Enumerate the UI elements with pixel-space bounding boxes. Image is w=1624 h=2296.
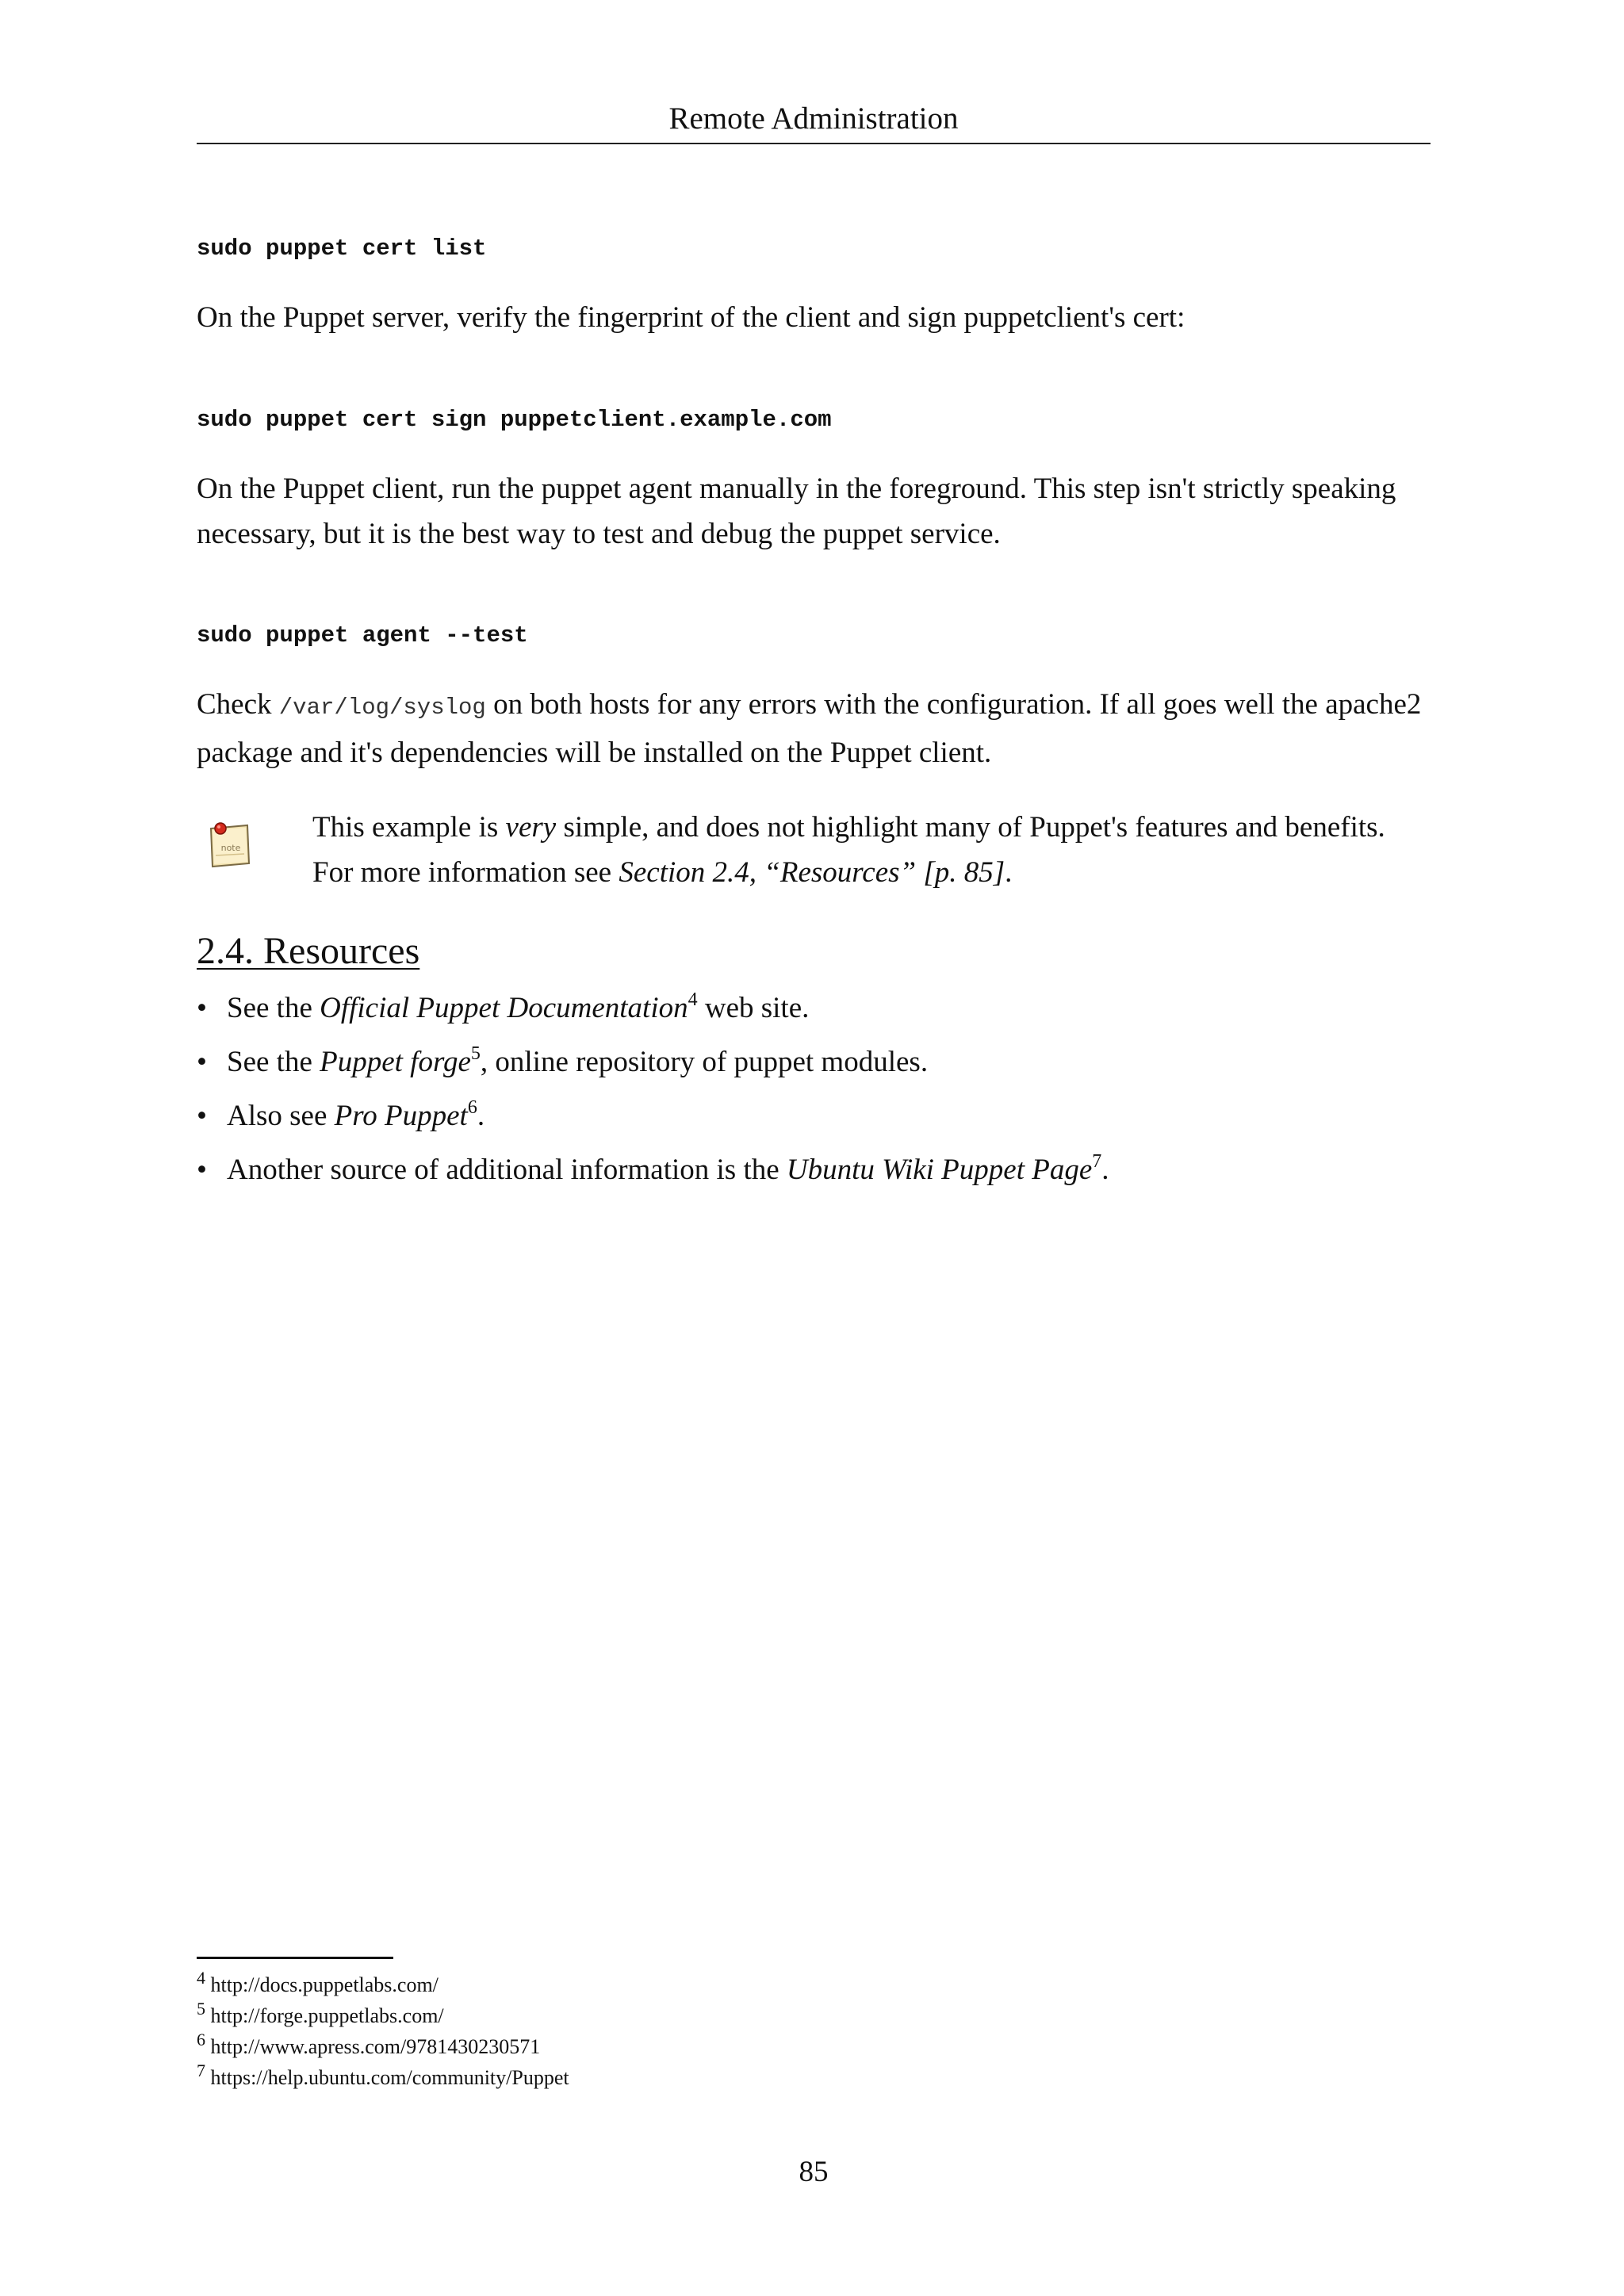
- footnote-ref[interactable]: 4: [688, 989, 698, 1010]
- list-item: [197, 1150, 1431, 1190]
- footnote: [197, 2031, 1431, 2062]
- footnote: [197, 2062, 1431, 2093]
- footnote-ref[interactable]: 6: [467, 1097, 477, 1118]
- item-text: , online repository of puppet modules.: [480, 1046, 929, 1078]
- check-suffix: on both hosts for any errors with the configuration. If all goes well the apache2 package and it's dependencies will be installed on the Puppet client.: [197, 688, 1422, 769]
- note-text-3: .: [1005, 856, 1013, 889]
- footnote-number: 6: [197, 2030, 205, 2049]
- note-text-1: This example is: [312, 811, 506, 844]
- item-text: See the: [227, 1046, 320, 1078]
- note-text-2: simple, and does not highlight many of Puppet's features and benefits. For more information see: [312, 811, 1385, 889]
- bullet: •: [197, 992, 207, 1024]
- paragraph-check-syslog: [197, 682, 1431, 775]
- page-number: 85: [799, 2156, 829, 2188]
- footnote: [197, 2000, 1431, 2031]
- resource-link-ubuntu-wiki[interactable]: Ubuntu Wiki Puppet Page: [786, 1154, 1093, 1186]
- header-rule: [197, 143, 1431, 144]
- syslog-path: /var/log/syslog: [278, 695, 486, 721]
- resource-link-official-docs[interactable]: Official Puppet Documentation: [320, 992, 688, 1024]
- check-prefix: Check: [197, 688, 279, 721]
- note-text: [312, 805, 1431, 895]
- paragraph-verify: On the Puppet server, verify the fingerprint of the client and sign puppetclient's cert:: [197, 301, 1185, 334]
- list-item: [197, 989, 1431, 1028]
- code-agent-test: sudo puppet agent --test: [197, 622, 528, 649]
- section-title: 2.4. Resources: [197, 930, 420, 972]
- footnote-number: 4: [197, 1968, 205, 1988]
- item-text: web site.: [697, 992, 810, 1024]
- note-emphasis: very: [505, 811, 557, 844]
- footnote-rule: [197, 1957, 393, 1959]
- footnote-ref[interactable]: 5: [470, 1043, 481, 1064]
- running-header: Remote Administration: [668, 101, 959, 136]
- resource-link-puppet-forge[interactable]: Puppet forge: [320, 1046, 471, 1078]
- list-item: [197, 1043, 1431, 1082]
- item-text: .: [477, 1100, 485, 1132]
- item-text: Another source of additional information is the: [227, 1154, 787, 1186]
- bullet: •: [197, 1046, 207, 1078]
- footnote-url[interactable]: http://docs.puppetlabs.com/: [210, 1973, 439, 1996]
- item-text: See the: [227, 992, 320, 1024]
- item-text: Also see: [227, 1100, 335, 1132]
- code-cert-sign: sudo puppet cert sign puppetclient.example.com: [197, 407, 832, 433]
- note-icon-label: note: [220, 843, 241, 853]
- footnote-url[interactable]: https://help.ubuntu.com/community/Puppet: [210, 2066, 569, 2089]
- footnote: [197, 1969, 1431, 2000]
- footnotes: [197, 1969, 1431, 2093]
- footnote-url[interactable]: http://www.apress.com/9781430230571: [210, 2035, 541, 2058]
- note-section-link[interactable]: Section 2.4, “Resources” [p. 85]: [619, 856, 1005, 889]
- item-text: .: [1101, 1154, 1109, 1186]
- resources-list: [197, 989, 1431, 1204]
- list-item: [197, 1096, 1431, 1136]
- footnote-ref[interactable]: 7: [1092, 1151, 1102, 1172]
- footnote-url[interactable]: http://forge.puppetlabs.com/: [210, 2004, 444, 2027]
- note-icon: [208, 821, 251, 868]
- paragraph-run-agent: On the Puppet client, run the puppet agent manually in the foreground. This step isn't strictly speaking necessary, but it is the best way to test and debug the puppet service.: [197, 473, 1396, 550]
- bullet: •: [197, 1154, 207, 1186]
- footnote-number: 7: [197, 2061, 205, 2080]
- resource-link-pro-puppet[interactable]: Pro Puppet: [334, 1100, 468, 1132]
- code-cert-list: sudo puppet cert list: [197, 235, 487, 262]
- footnote-number: 5: [197, 1999, 205, 2019]
- bullet: •: [197, 1100, 207, 1132]
